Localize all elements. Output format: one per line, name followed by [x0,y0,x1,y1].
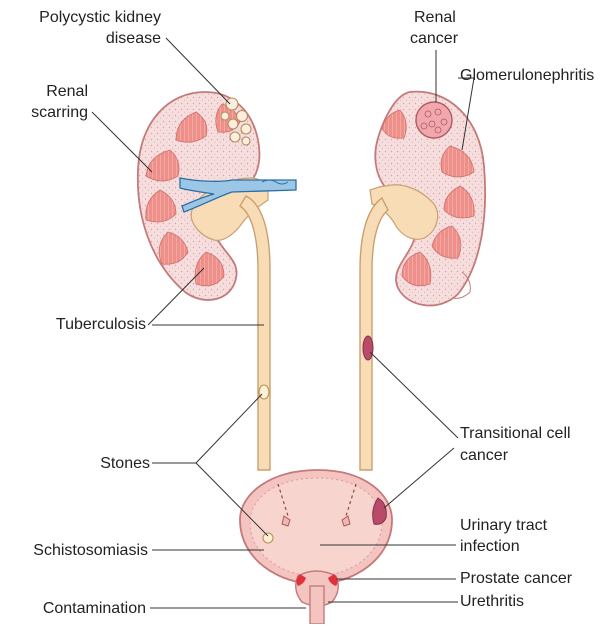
label-renal-cancer-line2: cancer [410,30,459,47]
urethra [310,586,324,624]
label-transitional-line1: Transitional cell [460,425,571,442]
label-polycystic-line1: Polycystic kidney [39,9,161,26]
label-renal-scarring-line1: Renal [46,83,88,100]
right-ureter [360,198,388,470]
label-schistosomiasis: Schistosomiasis [33,542,148,559]
ureter-tumour [363,336,373,360]
ureter-stone [259,385,269,399]
label-prostate-cancer: Prostate cancer [460,570,573,587]
left-ureter [240,196,270,470]
label-contamination: Contamination [42,600,146,617]
label-tuberculosis: Tuberculosis [55,316,146,333]
bladder-stone [263,533,273,543]
label-polycystic-line2: disease [105,30,161,47]
left-kidney [138,92,296,300]
right-kidney [370,92,485,306]
label-transitional-line2: cancer [460,447,509,464]
label-stones: Stones [100,455,150,472]
label-uti-line1: Urinary tract [460,517,548,534]
label-renal-cancer-line1: Renal [414,9,456,26]
label-uti-line2: infection [460,538,520,555]
bladder [240,470,392,584]
label-glomerulonephritis: Glomerulonephritis [460,67,595,84]
label-renal-scarring-line2: scarring [31,104,88,121]
label-urethritis: Urethritis [460,593,525,610]
